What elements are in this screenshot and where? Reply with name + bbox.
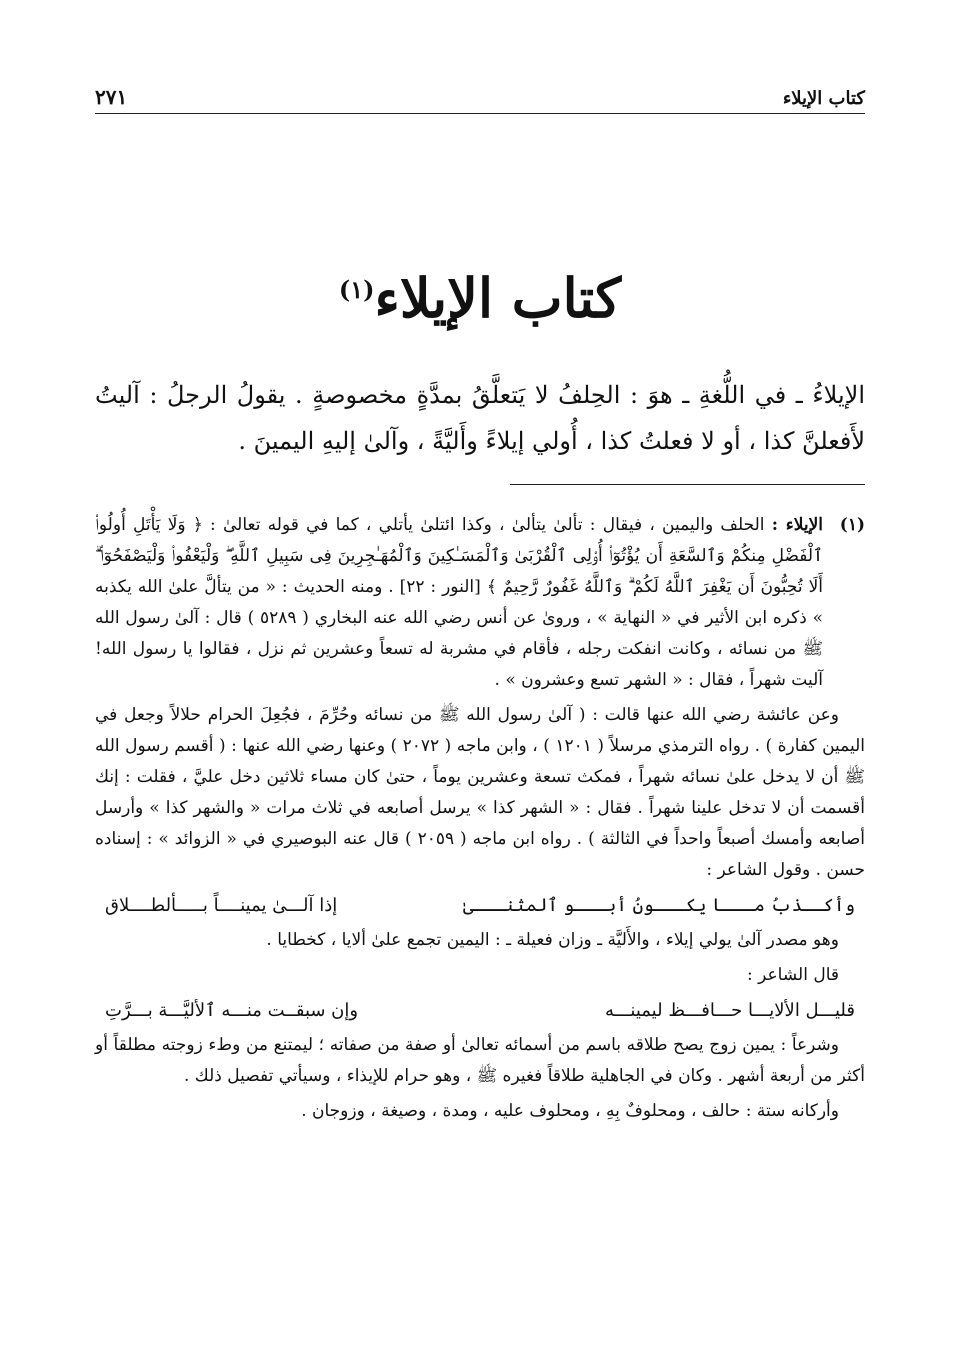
footnote-paragraph-1: الحلف واليمين ، فيقال : تألىٰ يتألىٰ ، وكذا ائتلىٰ يأتلي ، كما في قوله تعالىٰ : ﴿ وَلَا يَأْتَلِ أُولُوا۟ ٱلْفَضْلِ مِنكُمْ وَٱلسَّعَةِ أَن يُؤْتُوٓا۟ أُو۟لِى ٱلْقُرْبَىٰ وَٱلْمَسَـٰكِينَ وَٱلْمُهَـٰجِرِينَ فِى سَبِيلِ ٱللَّهِ ۖ وَلْيَعْفُوا۟ وَلْيَصْفَحُوٓا۟ ۗ أَلَا تُحِبُّونَ أَن يَغْفِرَ ٱللَّهُ لَكُمْ ۗ وَٱللَّهُ غَفُورٌ رَّحِيمٌ ﴾ [النور : ٢٢] . ومنه الحديث : « من يتألَّ علىٰ الله يكذبه » ذكره ابن الأثير في « النهاية » ، وروىٰ عن أنس رضي الله عنه البخاري ( ٥٢٨٩ ) قال : آلىٰ رسول الله ﷺ من نسائه ، وكانت انفكت رجله ، فأقام في مشربة له تسعاً وعشرين ثم نزل ، فقالوا يا رسول الله! آليت شهراً ، فقال : « الشهر تسع وعشرون » . — [95, 515, 823, 690]
page-number: ٢٧١ — [95, 85, 128, 109]
running-title: كتاب الإيلاء — [782, 88, 865, 109]
verse-2-second-hemistich: وإن سبقــت منـــه ٱلأليَّـــة بـــرَّتِ — [105, 1000, 359, 1021]
footnote-paragraph-3: وهو مصدر آلىٰ يولي إيلاء ، والأَليَّة ـ وزان فعيلة ـ : اليمين تجمع علىٰ ألايا ، كخطايا . — [266, 930, 839, 950]
footnote-number: (١) — [839, 515, 865, 535]
chapter-title-text: كتاب الإيلاء — [374, 266, 622, 330]
verse-2-first-hemistich: قليـــل الألايـــا حـــافـــظ ليمينـــه — [604, 1000, 855, 1021]
page-header — [95, 78, 865, 114]
verse-1 — [95, 890, 865, 921]
footnote-paragraph-4: قال الشاعر : — [747, 965, 839, 985]
chapter-title — [95, 250, 865, 338]
footnote-divider — [510, 484, 865, 485]
verse-1-first-hemistich: وأكــذبُ مـــا يكـــونُ أبـــو ٱلمثنـــىٰ — [462, 895, 855, 916]
footnote-reference: (١) — [338, 275, 375, 304]
footnote-text — [95, 510, 823, 696]
verse-1-second-hemistich: إذا آلـــىٰ يمينــــاً بـــــألطــــلاق — [105, 895, 338, 916]
intro-paragraph: الإيلاءُ ـ في اللُّغةِ ـ هوَ : الحِلفُ لا يَتعلَّقُ بمدَّةٍ مخصوصةٍ . يقولُ الرجلُ : آليتُ لأَفعلنَّ كذا ، أو لا فعلتُ كذا ، أُولي إيلاءً وأَليَّةً ، وآلىٰ إليهِ اليمينَ . — [95, 381, 865, 455]
footnote-1 — [95, 510, 865, 696]
verse-2 — [95, 995, 865, 1026]
footnotes-section — [95, 510, 865, 1127]
footnote-paragraph-6: وأركانه ستة : حالف ، ومحلوفٌ بِهِ ، ومحلوف عليه ، ومدة ، وصيغة ، وزوجان . — [301, 1101, 839, 1121]
footnote-paragraph-2: وعن عائشة رضي الله عنها قالت : ( آلىٰ رسول الله ﷺ من نسائه وحُرِّمَ ، فجُعِلَ الحرام حلالاً وجعل في اليمين كفارة ) . رواه الترمذي مرسلاً ( ١٢٠١ ) ، وابن ماجه ( ٢٠٧٢ ) وعنها رضي الله عنها : ( أقسم رسول الله ﷺ أن لا يدخل علىٰ نسائه شهراً ، فمكث تسعة وعشرين يوماً ، حتىٰ كان مساء ثلاثين دخل عليَّ ، فقلت : إنك أقسمت أن لا تدخل علينا شهراً . فقال : « الشهر كذا » يرسل أصابعه في ثلاث مرات « والشهر كذا » وأرسل أصابعه وأمسك أصبعاً واحداً في الثالثة ) . رواه ابن ماجه ( ٢٠٥٩ ) قال عنه البوصيري في « الزوائد » : إسناده حسن . وقول الشاعر : — [95, 705, 865, 880]
footnote-paragraph-5: وشرعاً : يمين زوج يصح طلاقه باسم من أسمائه تعالىٰ أو صفة من صفاته ؛ ليمتنع من وطء زوجته مطلقاً أو أكثر من أربعة أشهر . وكان في الجاهلية طلاقاً فغيره ﷺ ، وهو حرام للإيذاء ، وسيأتي تفصيل ذلك . — [95, 1035, 865, 1086]
footnote-label: الإيلاء : — [771, 515, 823, 535]
